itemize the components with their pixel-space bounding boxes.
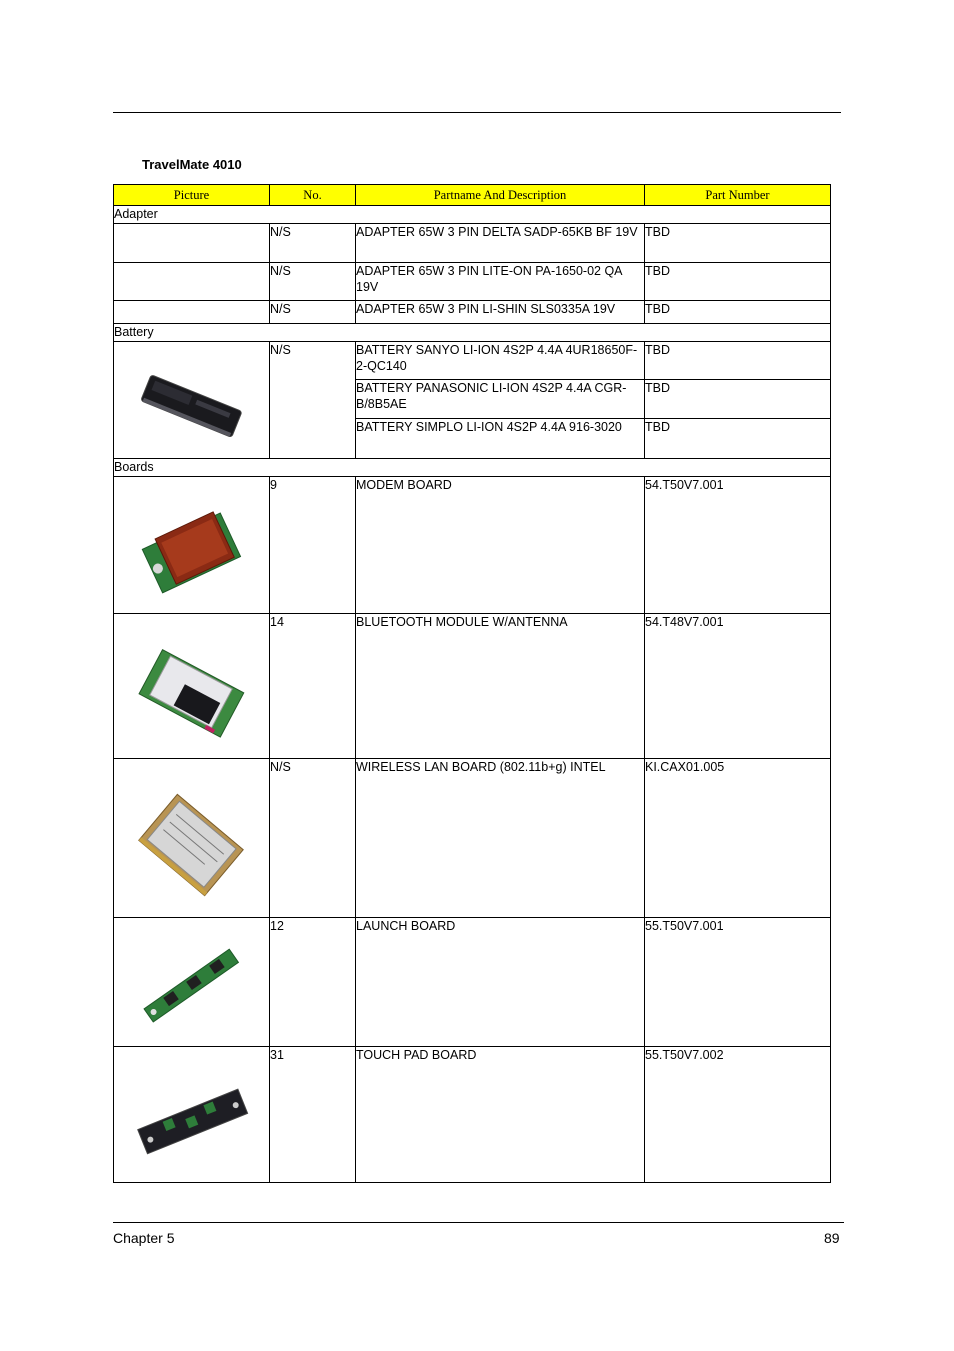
footer-rule — [113, 1222, 844, 1223]
item-no: N/S — [270, 263, 356, 301]
item-description: WIRELESS LAN BOARD (802.11b+g) INTEL — [356, 759, 645, 918]
item-description: BATTERY SIMPLO LI-ION 4S2P 4.4A 916-3020 — [356, 419, 645, 459]
section-label-battery: Battery — [114, 324, 831, 342]
section-row-boards — [114, 459, 831, 477]
table-row — [114, 263, 831, 301]
item-description: ADAPTER 65W 3 PIN DELTA SADP-65KB BF 19V — [356, 224, 645, 263]
battery-pack-image — [134, 368, 249, 450]
wireless-lan-board-image — [134, 785, 249, 909]
table-row — [114, 759, 831, 918]
column-header-picture: Picture — [114, 185, 270, 206]
table-row — [114, 342, 831, 380]
item-description: BLUETOOTH MODULE W/ANTENNA — [356, 614, 645, 759]
item-description: BATTERY SANYO LI-ION 4S2P 4.4A 4UR18650F-2-QC140 — [356, 342, 645, 380]
item-no: 31 — [270, 1047, 356, 1183]
table-row — [114, 1047, 831, 1183]
column-header-no: No. — [270, 185, 356, 206]
item-part-number: 54.T50V7.001 — [645, 477, 831, 614]
item-no: 14 — [270, 614, 356, 759]
item-no: N/S — [270, 342, 356, 459]
table-row — [114, 477, 831, 614]
item-description: ADAPTER 65W 3 PIN LI-SHIN SLS0335A 19V — [356, 301, 645, 324]
picture-cell — [114, 918, 270, 1047]
item-part-number: TBD — [645, 263, 831, 301]
picture-cell — [114, 342, 270, 459]
item-part-number: TBD — [645, 380, 831, 419]
item-part-number: TBD — [645, 342, 831, 380]
section-row-adapter — [114, 206, 831, 224]
picture-cell — [114, 759, 270, 918]
item-no: N/S — [270, 301, 356, 324]
launch-board-image — [134, 942, 249, 1036]
column-header-part-number: Part Number — [645, 185, 831, 206]
picture-cell — [114, 614, 270, 759]
parts-table — [113, 184, 831, 1183]
footer-chapter: Chapter 5 — [113, 1230, 175, 1246]
table-row — [114, 918, 831, 1047]
item-part-number: 55.T50V7.001 — [645, 918, 831, 1047]
section-row-battery — [114, 324, 831, 342]
picture-cell-empty — [114, 224, 270, 263]
table-row — [114, 224, 831, 263]
item-description: MODEM BOARD — [356, 477, 645, 614]
item-part-number: TBD — [645, 224, 831, 263]
item-description: ADAPTER 65W 3 PIN LITE-ON PA-1650-02 QA 19V — [356, 263, 645, 301]
item-description: TOUCH PAD BOARD — [356, 1047, 645, 1183]
item-description: BATTERY PANASONIC LI-ION 4S2P 4.4A CGR-B/8B5AE — [356, 380, 645, 419]
item-part-number: TBD — [645, 301, 831, 324]
table-row — [114, 301, 831, 324]
item-part-number: TBD — [645, 419, 831, 459]
section-label-boards: Boards — [114, 459, 831, 477]
item-no: N/S — [270, 224, 356, 263]
item-part-number: 55.T50V7.002 — [645, 1047, 831, 1183]
item-no: N/S — [270, 759, 356, 918]
item-description: LAUNCH BOARD — [356, 918, 645, 1047]
touch-pad-board-image — [134, 1073, 249, 1172]
picture-cell — [114, 1047, 270, 1183]
section-label-adapter: Adapter — [114, 206, 831, 224]
model-title: TravelMate 4010 — [142, 157, 242, 172]
picture-cell-empty — [114, 263, 270, 301]
header-rule — [113, 112, 841, 113]
item-no: 12 — [270, 918, 356, 1047]
table-header-row — [114, 185, 831, 206]
picture-cell — [114, 477, 270, 614]
bluetooth-module-image — [134, 642, 249, 746]
item-part-number: 54.T48V7.001 — [645, 614, 831, 759]
picture-cell-empty — [114, 301, 270, 324]
modem-board-image — [134, 505, 249, 604]
column-header-description: Partname And Description — [356, 185, 645, 206]
table-row — [114, 614, 831, 759]
footer-page-number: 89 — [824, 1230, 840, 1246]
item-no: 9 — [270, 477, 356, 614]
item-part-number: KI.CAX01.005 — [645, 759, 831, 918]
